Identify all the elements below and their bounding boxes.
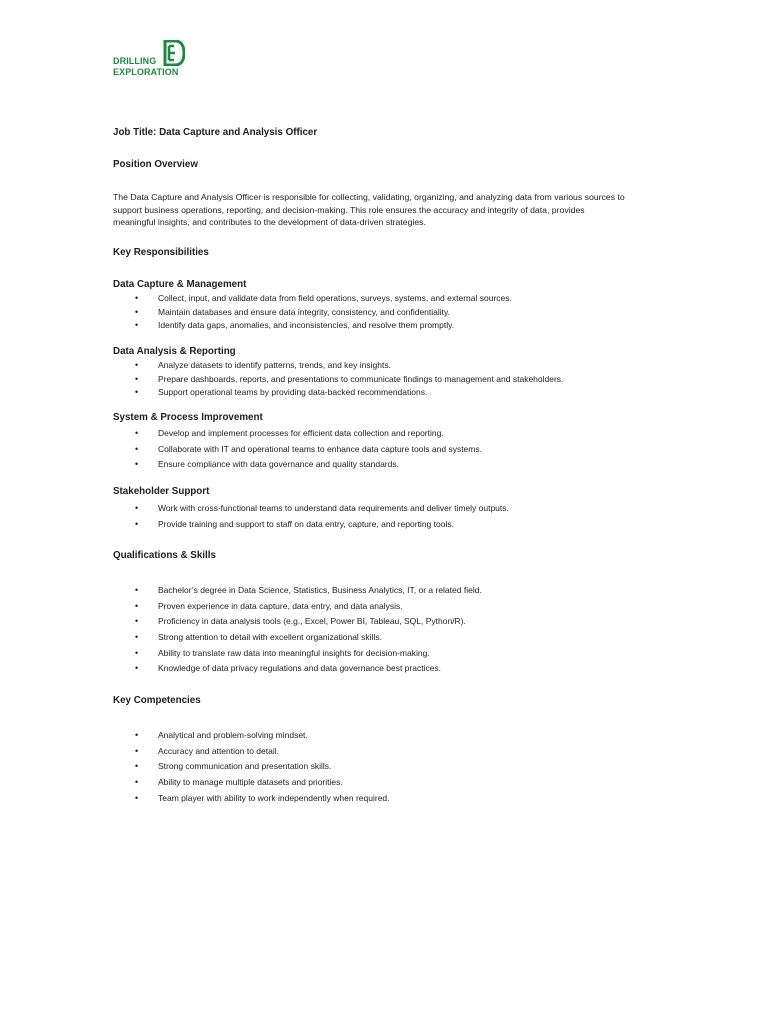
list-item: • Knowledge of data privacy regulations and data governance best practices. [113,661,673,677]
logo-text-exploration: EXPLORATION [113,67,179,77]
competencies-heading: Key Competencies [113,695,201,706]
list-item: • Work with cross-functional teams to understand data requirements and deliver timely outputs. [113,501,673,517]
overview-line: The Data Capture and Analysis Officer is responsible for collecting, validating, organizing, and analyzing data from various sources to [113,192,625,202]
list-item: • Analyze datasets to identify patterns, trends, and key insights. [113,359,673,373]
list-item: • Ensure compliance with data governance and quality standards. [113,457,673,473]
de-logo-mark-icon [163,40,185,66]
position-overview-text [113,191,673,229]
position-overview-heading: Position Overview [113,159,198,170]
list-item: • Strong attention to detail with excellent organizational skills. [113,630,673,646]
list-item: • Team player with ability to work independently when required. [113,791,673,807]
data-analysis-list [113,359,673,400]
job-title: Job Title: Data Capture and Analysis Officer [113,127,318,138]
list-item: • Ability to manage multiple datasets and priorities. [113,775,673,791]
list-item: • Prepare dashboards, reports, and presentations to communicate findings to management and stakeholders. [113,373,673,387]
overview-line: meaningful insights, and contributes to the development of data-driven strategies. [113,217,426,228]
section-heading-data-capture: Data Capture & Management [113,279,247,290]
section-heading-system-process: System & Process Improvement [113,412,263,423]
list-item: • Identify data gaps, anomalies, and inconsistencies, and resolve them promptly. [113,319,673,333]
key-responsibilities-heading: Key Responsibilities [113,247,209,258]
list-item: • Bachelor’s degree in Data Science, Statistics, Business Analytics, IT, or a related field. [113,583,673,599]
list-item: • Maintain databases and ensure data integrity, consistency, and confidentiality. [113,306,673,320]
section-heading-stakeholder-support: Stakeholder Support [113,486,210,497]
section-heading-data-analysis: Data Analysis & Reporting [113,346,236,357]
list-item: • Strong communication and presentation skills. [113,759,673,775]
list-item: • Proficiency in data analysis tools (e.g., Excel, Power BI, Tableau, SQL, Python/R). [113,614,673,630]
list-item: • Provide training and support to staff on data entry, capture, and reporting tools. [113,517,673,533]
logo-text-drilling: DRILLING [113,56,157,66]
list-item: • Develop and implement processes for efficient data collection and reporting. [113,426,673,442]
list-item: • Ability to translate raw data into meaningful insights for decision-making. [113,646,673,662]
list-item: • Proven experience in data capture, data entry, and data analysis. [113,599,673,615]
list-item: • Accuracy and attention to detail. [113,744,673,760]
list-item: • Collaborate with IT and operational teams to enhance data capture tools and systems. [113,442,673,458]
qualifications-heading: Qualifications & Skills [113,550,216,561]
list-item: • Support operational teams by providing data-backed recommendations. [113,386,673,400]
qualifications-list [113,583,673,677]
stakeholder-support-list [113,501,673,532]
list-item: • Collect, input, and validate data from field operations, surveys, systems, and external sources. [113,292,673,306]
overview-line: support business operations, reporting, and decision-making. This role ensures the accuracy and integrity of data, provides [113,204,585,215]
data-capture-list [113,292,673,333]
system-process-list [113,426,673,473]
list-item: • Analytical and problem-solving mindset. [113,728,673,744]
company-logo [113,40,193,82]
competencies-list [113,728,673,806]
